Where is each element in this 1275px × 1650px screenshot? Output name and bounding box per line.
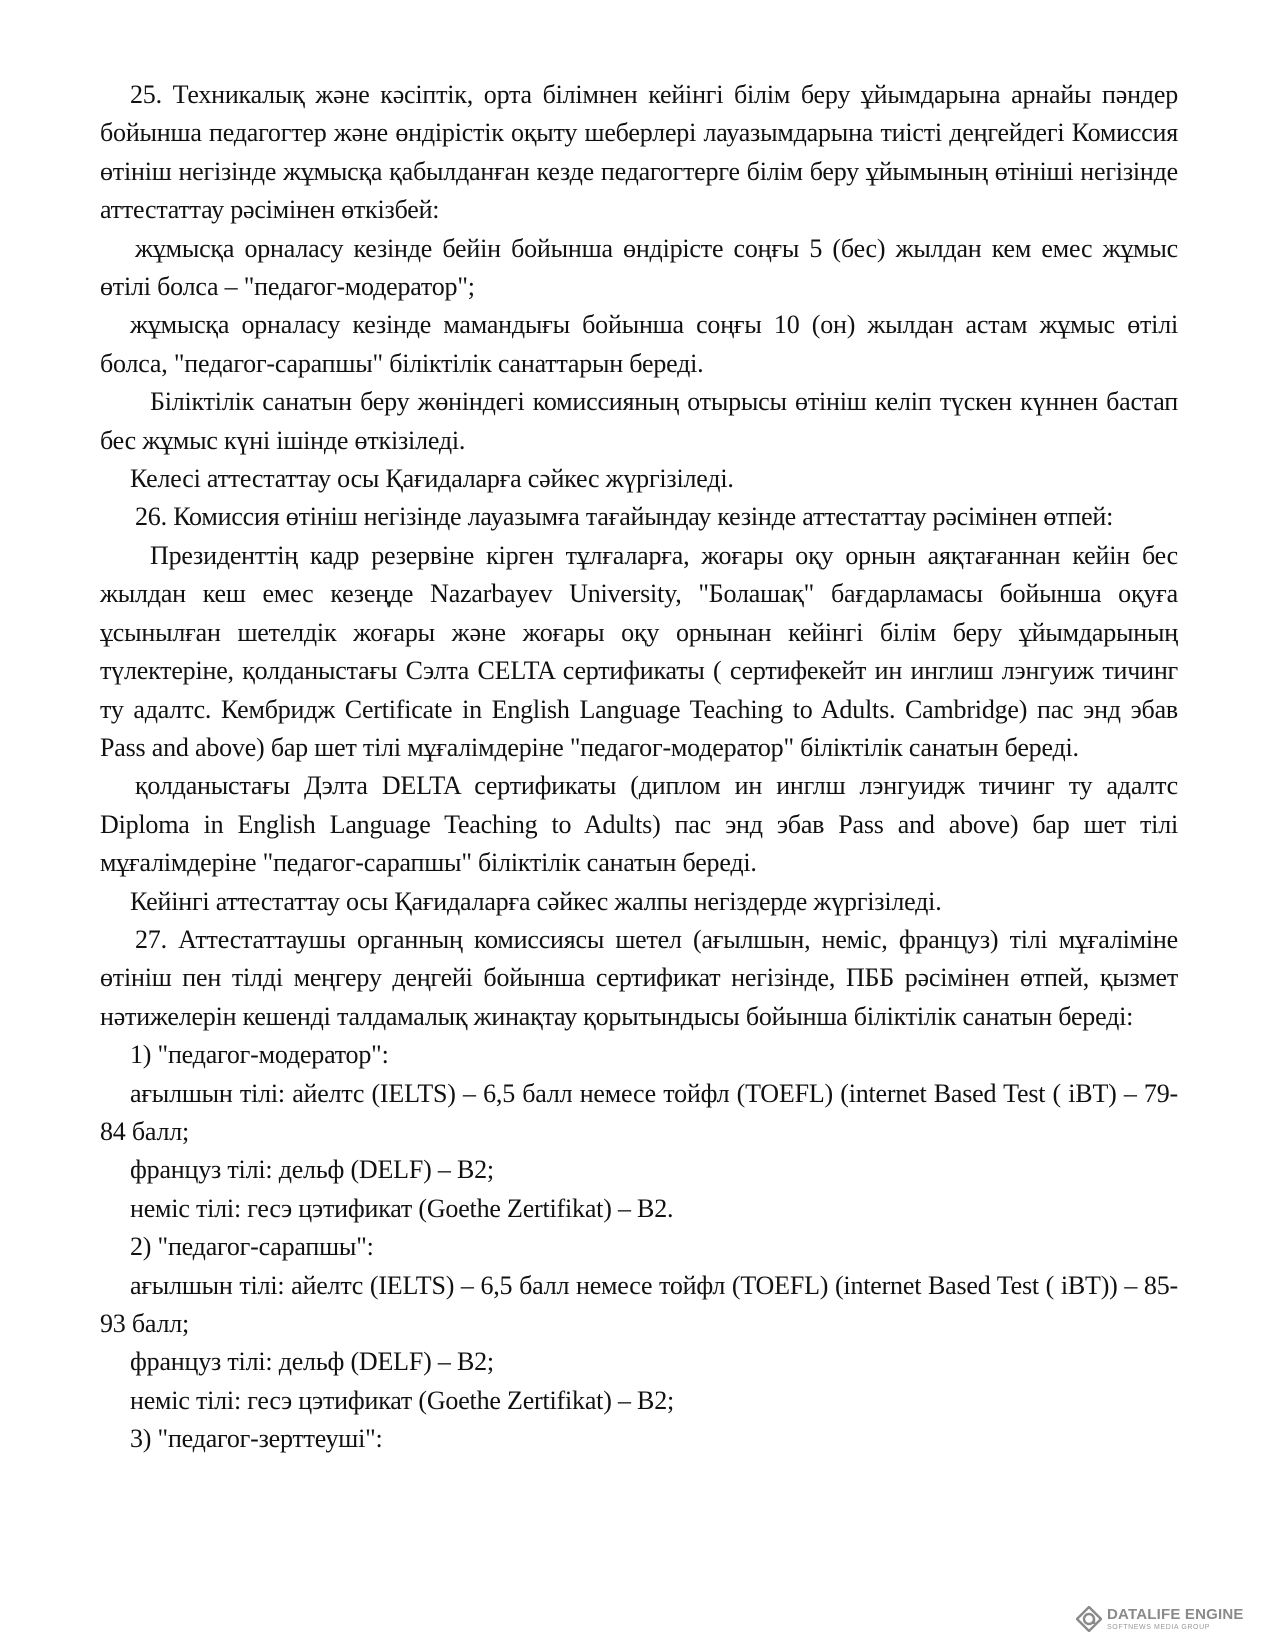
datalife-engine-watermark <box>1076 1601 1261 1637</box>
paragraph-26-celta: Президенттің кадр резервіне кірген тұлғаларға, жоғары оқу орнын аяқтағаннан кейін бес жылдан кеш емес кезеңде Nazarbayev University, "Болашақ" бағдарламасы бойынша оқуға ұсынылған шетелдік жоғары және жоғары оқу орнынан кейінгі білім беру ұйымдарының түлектеріне, қолданыстағы Сэлта CELTA сертификаты ( сертифекейт ин инглиш лэнгуиж тичинг ту адалтс. Кембридж Certificate in English Language Teaching to Adults. Cambridge) пас энд эбав Pass and above) бар шет тілі мұғалімдеріне "педагог-модератор" біліктілік санатын береді. <box>100 540 1178 762</box>
list-item-expert-french: француз тілі: дельф (DELF) – B2; <box>130 1347 494 1377</box>
list-item-researcher-heading: 3) "педагог-зерттеуші": <box>130 1424 383 1454</box>
paragraph-26-next-attestation: Кейінгі аттестаттау осы Қағидаларға сәйкес жалпы негіздерде жүргізіледі. <box>130 886 942 916</box>
list-item-moderator-english: ағылшын тілі: айелтс (IELTS) – 6,5 балл немесе тойфл (TOEFL) (internet Based Test ( iBT) – 79-84 балл; <box>100 1078 1178 1146</box>
list-item-moderator-french: француз тілі: дельф (DELF) – B2; <box>130 1155 494 1185</box>
watermark-title: DATALIFE ENGINE <box>1107 1606 1244 1623</box>
paragraph-25-item-expert: жұмысқа орналасу кезінде мамандығы бойынша соңғы 10 (он) жылдан астам жұмыс өтілі болса, "педагог-сарапшы" біліктілік санаттарын береді. <box>100 310 1178 378</box>
paragraph-25-item-moderator: жұмысқа орналасу кезінде бейін бойынша өндірісте соңғы 5 (бес) жылдан кем емес жұмыс өтілі болса – "педагог-модератор"; <box>100 233 1178 302</box>
list-item-moderator-german: неміс тілі: гесэ цэтификат (Goethe Zertifikat) – B2. <box>130 1193 674 1223</box>
watermark-subtitle: SOFTNEWS MEDIA GROUP <box>1107 1624 1211 1631</box>
paragraph-27: 27. Аттестаттаушы органның комиссиясы шетел (ағылшын, неміс, француз) тілі мұғаліміне өтініш пен тілді меңгеру деңгейі бойынша сертификат негізінде, ПББ рәсімінен өтпей, қызмет нәтижелерін кешенді талдамалық жинақтау қорытындысы бойынша біліктілік санатын береді: <box>100 924 1178 1031</box>
paragraph-25: 25. Техникалық және кәсіптік, орта білімнен кейінгі білім беру ұйымдарына арнайы пәндер бойынша педагогтер және өндірістік оқыту шеберлері лауазымдарына тиісті деңгейдегі Комиссия өтініш негізінде жұмысқа қабылданған кезде педагогтерге білім беру ұйымының өтініші негізінде аттестаттау рәсімінен өткізбей: <box>100 80 1178 225</box>
paragraph-25-commission-meeting: Біліктілік санатын беру жөніндегі комиссияның отырысы өтініш келіп түскен күннен бастап бес жұмыс күні ішінде өткізіледі. <box>100 387 1178 455</box>
list-item-expert-heading: 2) "педагог-сарапшы": <box>130 1232 374 1262</box>
paragraph-26: 26. Комиссия өтініш негізінде лауазымға тағайындау кезінде аттестаттау рәсімінен өтпей: <box>135 502 1114 532</box>
document-page <box>100 76 1178 1459</box>
list-item-expert-english: ағылшын тілі: айелтс (IELTS) – 6,5 балл немесе тойфл (TOEFL) (internet Based Test ( iBT)) – 85-93 балл; <box>100 1270 1178 1338</box>
list-item-moderator-heading: 1) "педагог-модератор": <box>130 1040 389 1070</box>
datalife-engine-logo-icon <box>1076 1606 1102 1632</box>
list-item-expert-german: неміс тілі: гесэ цэтификат (Goethe Zertifikat) – B2; <box>130 1385 675 1415</box>
paragraph-25-next-attestation: Келесі аттестаттау осы Қағидаларға сәйкес жүргізіледі. <box>130 464 734 494</box>
paragraph-26-delta: қолданыстағы Дэлта DELTA сертификаты (диплом ин инглш лэнгуидж тичинг ту адалтс Diploma in English Language Teaching to Adults) пас энд эбав Pass and above) бар шет тілі мұғалімдеріне "педагог-сарапшы" біліктілік санатын береді. <box>100 771 1178 878</box>
